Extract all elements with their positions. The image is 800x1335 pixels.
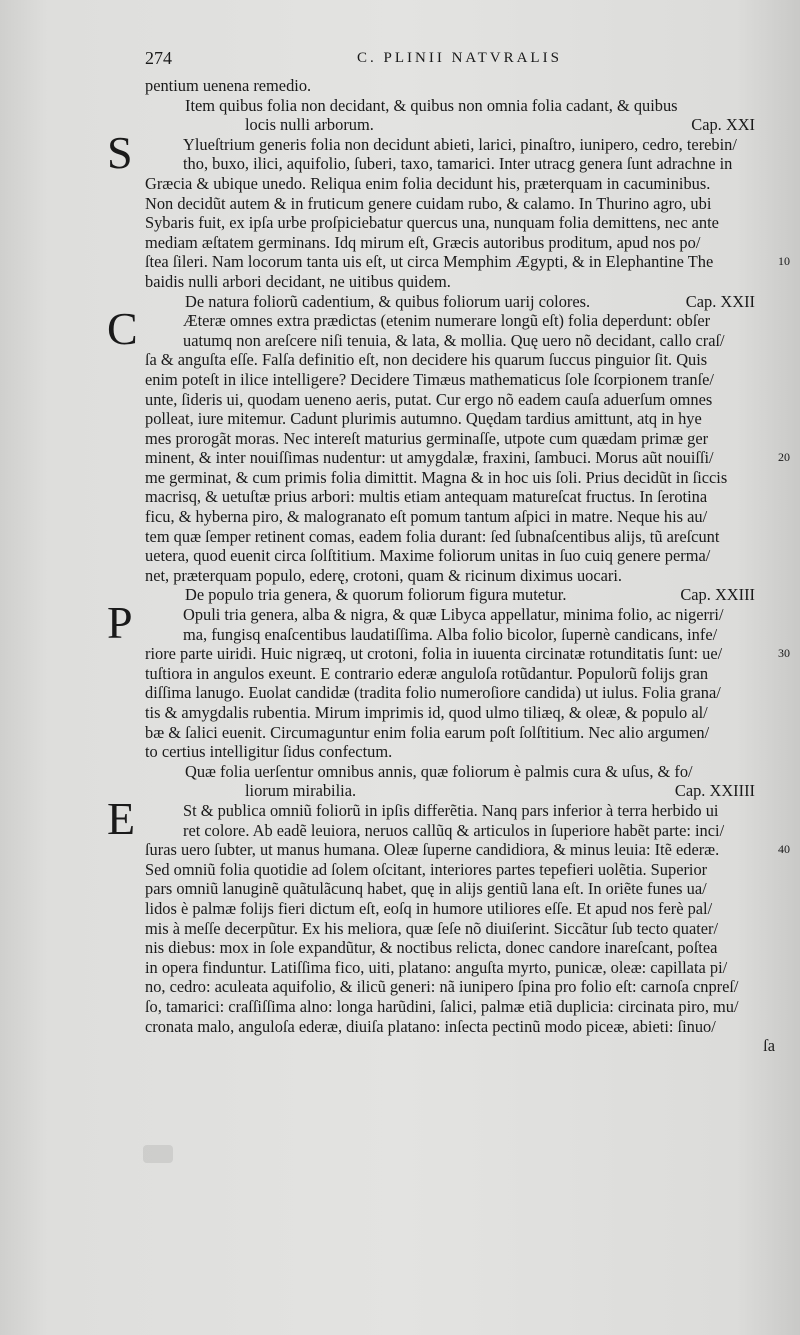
line-text: pars omniũ lanuginẽ quãtulãcunq habet, quę in alijs gentiũ lana eſt. In oriẽte funes ua/ [145,879,707,899]
line-text: pentium uenena remedio. [145,76,312,95]
drop-cap: P [107,597,133,649]
text-line [145,1036,785,1056]
text-line [145,409,785,429]
line-text: Æteræ omnes extra prædictas (etenim numerare longũ eſt) folia deperdunt: obſer [183,311,711,331]
line-text: ſa & anguſta eſſe. Falſa definitio eſt, non decidere his quarum ſuccus pinguior ſit. Quis [145,350,708,370]
ink-stain [143,1145,173,1163]
text-line [145,997,785,1017]
line-text: mis à meſſe decerpũtur. Ex his meliora, quæ ſeſe nõ diuiſerint. Siccãtur ſub tecto quater/ [145,918,719,938]
line-text: ficu, & hyberna piro, & malogranato eſt pomum tantum aſpici in matre. Neque his au/ [145,507,708,527]
chapter-number: Cap. XXII [685,291,755,311]
section-heading-line [145,781,785,801]
text-line [145,194,785,214]
text-line [145,938,785,958]
line-text: ma, fungisq enaſcentibus laudatiſſima. Alba folio bicolor, ſupernè candicans, infe/ [183,624,718,644]
line-text: no, cedro: aculeata aquifolio, & ilicũ generi: nã iunipero ſpina pro folio eſt: carnoſa cnpreſ/ [145,977,739,997]
line-text: to certius intelligitur ſidus confectum. [145,742,393,762]
line-text: Ylueſtrium generis folia non decidunt abieti, larici, pinaſtro, iunipero, cedro, terebin/ [183,134,737,154]
line-text: ſo, tamarici: craſſiſſima alno: longa harũdini, ſalici, palmæ etiã duplicia: circinata piro, mu/ [145,996,739,1016]
section-heading-line [145,292,785,312]
text-line [145,429,785,449]
text-line [145,370,785,390]
text-line [145,76,785,96]
text-line [145,272,785,292]
line-text: riore parte uiridi. Huic nigræq, ut crotoni, folia in iuuenta circinatæ rotunditatis ſunt: ue/ [145,644,723,664]
drop-cap: C [107,303,138,355]
page-header [145,48,785,72]
line-text: mes prorogãt moras. Nec intereſt maturius germinaſſe, utpote cum quædam primæ ger [145,428,709,448]
text-line [145,546,785,566]
section-heading-line [145,115,785,135]
text-line [145,958,785,978]
margin-line-number: 10 [778,254,790,269]
chapter-number: Cap. XXIIII [674,781,755,801]
line-text: Non decidũt autem & in fruticum genere cuidam rubo, & calamo. In Thurino agro, ubi [145,193,712,213]
margin-line-number: 30 [778,646,790,661]
section-heading-line [145,96,785,116]
drop-cap: E [107,792,136,844]
text-line [145,1017,785,1037]
text-line [145,977,785,997]
line-text: macrisq, & uetuſtæ prius arbori: multis etiam antequam matureſcat fructus. In ſerotina [145,487,708,507]
line-text: unte, ſideris ui, quodam ueneno aeris, putat. Cur ergo nõ eadem cauſa aduerſum omnes [145,389,713,409]
text-line [145,821,785,841]
line-text: tuſtiora in angulos exeunt. E contrario ederæ anguloſa rotũdantur. Populorũ folijs gran [145,663,709,683]
line-text: me germinat, & cum primis folia dimittit. Magna & in hoc uis ſoli. Prius decidũt in ſiccis [145,467,728,487]
line-text: St & publica omniũ foliorũ in ipſis differẽtia. Nanq pars inferior à terra herbido ui [183,800,719,820]
line-text: in opera finduntur. Latiſſima fico, uiti, platano: anguſta myrto, punicæ, oleæ: capillata pi/ [145,957,728,977]
line-text: ret colore. Ab eadẽ leuiora, neruos callũq & articulos in ſuperiore habẽt parte: inci/ [183,820,725,840]
text-line [145,644,785,664]
line-text: diſſima lanugo. Euolat candidæ (tradita folio numeroſiore candida) ut iulus. Folia grana/ [145,683,721,703]
text-line [145,723,785,743]
section-heading-line [145,585,785,605]
chapter-number: Cap. XXIII [680,585,755,605]
chapter-number: Cap. XXI [691,115,755,135]
line-text: ſa [763,1036,775,1056]
line-text: De populo tria genera, & quorum foliorum figura mutetur. [185,585,567,605]
text-line [145,625,785,645]
text-line [145,919,785,939]
drop-cap: S [107,126,133,178]
line-text: ſtea ſileri. Nam locorum tanta uis eſt, ut circa Memphim Ægypti, & in Elephantine The [145,252,714,272]
text-line [145,390,785,410]
section-heading-line [145,762,785,782]
text-line [145,840,785,860]
text-block [107,76,785,1056]
text-line [145,468,785,488]
text-line [145,879,785,899]
text-line [145,350,785,370]
margin-line-number: 20 [778,450,790,465]
line-text: tho, buxo, ilici, aquifolio, ſuberi, taxo, tamarici. Inter utracg genera ſunt adrachne in [183,154,733,174]
line-text: liorum mirabilia. [245,781,357,801]
line-text: tem quæ ſemper retinent comas, eadem folia durant: ſed ſubnaſcentibus alijs, tũ areſcunt [145,526,720,546]
text-line [145,487,785,507]
line-text: ſuras uero ſubter, ut manus humana. Oleæ ſuperne candidiora, & minus leuia: Itẽ ederæ. [145,840,720,860]
line-text: cronata malo, anguloſa ederæ, diuiſa platano: inſecta pectinũ modo piceæ, abieti: ſinuo/ [145,1016,716,1036]
line-text: mediam æſtatem germinans. Idq mirum eſt, Græcis autoribus proditum, apud nos po/ [145,232,701,252]
text-line [145,448,785,468]
line-text: Sed omniũ folia quotidie ad ſolem oſcitant, interiores partes tepefieri uolẽtia. Superior [145,859,708,879]
line-text: tis & amygdalis rubentia. Mirum imprimis id, quod ulmo tiliæq, & oleæ, & populo al/ [145,703,708,722]
text-line [145,899,785,919]
text-line [145,527,785,547]
text-line [145,742,785,762]
line-text: Quæ folia uerſentur omnibus annis, quæ foliorum è palmis cura & uſus, & fo/ [185,761,693,781]
text-line [145,252,785,272]
line-text: nis diebus: mox in ſole expandũtur, & noctibus relicta, donec candore inareſcant, poſtea [145,938,718,958]
line-text: Sybaris fuit, ex ipſa urbe proſpiciebatur quercus una, nunquam folia demittens, nec ante [145,213,719,233]
text-line [145,233,785,253]
text-line [145,566,785,586]
text-line [145,507,785,527]
line-text: baidis nulli arbori decidant, ne uitibus quidem. [145,271,451,291]
line-text: locis nulli arborum. [245,115,374,135]
line-text: bæ & ſalici euenit. Circumaguntur enim folia earum poſt ſolſtitium. Nec alio argumen/ [145,722,710,742]
text-line [145,331,785,351]
line-text: De natura foliorũ cadentium, & quibus foliorum uarij colores. [185,291,591,311]
running-head: C. PLINII NATVRALIS [357,50,562,66]
line-text: Opuli tria genera, alba & nigra, & quæ Libyca appellatur, minima folio, ac nigerri/ [183,605,724,625]
line-text: uatumq non areſcere niſi tenuia, & lata, & mollia. Quę uero nõ decidant, callo craſ/ [183,330,725,350]
line-text: uetera, quod euenit circa ſolſtitium. Maxime foliorum unitas in ſuo cuiq genere perma/ [145,546,711,566]
text-line [145,860,785,880]
text-line [145,703,785,723]
line-text: enim poteſt in ilice intelligere? Decidere Timæus mathematicus ſole ſcorpionem tranſe/ [145,369,714,389]
text-line [145,683,785,703]
text-line [145,213,785,233]
line-text: minent, & inter nouiſſimas nudentur: ut amygdalæ, fraxini, ſambuci. Morus aũt nouiſſi/ [145,448,714,468]
text-line [145,664,785,684]
line-text: Item quibus folia non decidant, & quibus non omnia folia cadant, & quibus [185,95,678,115]
line-text: polleat, iure mitemur. Cadunt plurimis autumno. Quędam tardius amittunt, atq in hye [145,409,702,429]
line-text: lidos è palmæ folijs fieri dictum eſt, eoſq in humore utiliores eſſe. Et apud nos ferè pal/ [145,898,713,918]
line-text: net, præterquam populo, ederę, crotoni, quam & ricinum diximus uocari. [145,565,623,585]
line-text: Græcia & ubique unedo. Reliqua enim folia decidunt his, præterquam in cacuminibus. [145,173,711,193]
margin-line-number: 40 [778,842,790,857]
text-line [145,174,785,194]
page-number: 274 [145,48,172,68]
text-line [145,154,785,174]
